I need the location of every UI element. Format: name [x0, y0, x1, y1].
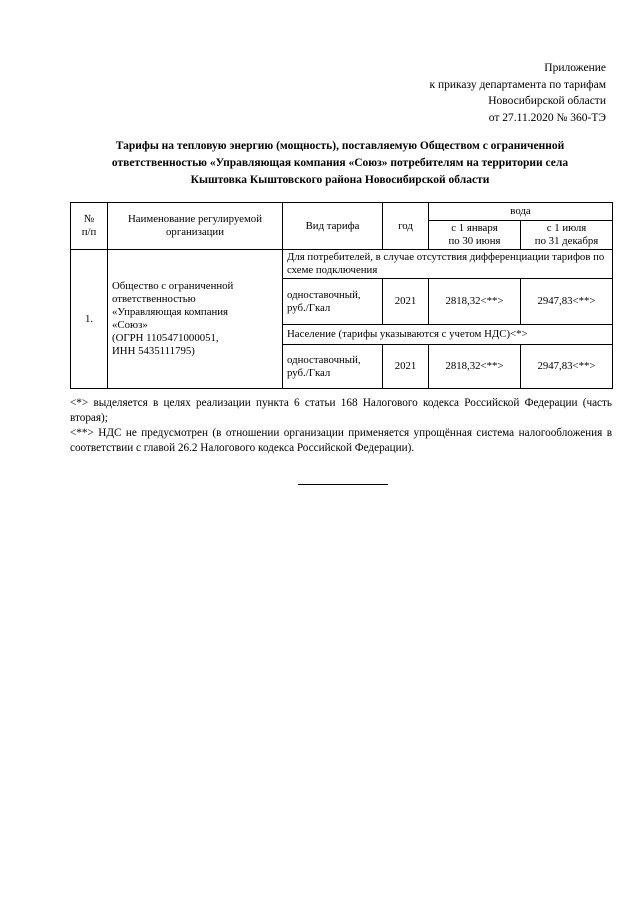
document-title [70, 138, 610, 189]
year-cell: 2021 [383, 345, 429, 389]
header-period-1: с 1 января по 30 июня [429, 221, 521, 250]
footnotes [70, 396, 612, 456]
tariff-value-period-1: 2818,32<**> [429, 345, 521, 389]
header-water: вода [429, 203, 613, 221]
appendix-region: Новосибирской области [488, 95, 606, 107]
appendix-order-ref: к приказу департамента по тарифам [429, 78, 606, 91]
appendix-date-number: от 27.11.2020 № 360-ТЭ [488, 111, 606, 124]
footnote-vat-included: <*> выделяется в целях реализации пункта 6 статьи 168 Налогового кодекса Российской Федерации (часть вторая); [70, 397, 612, 424]
year-cell: 2021 [383, 279, 429, 325]
consumer-group-label: Для потребителей, в случае отсутствия дифференциации тарифов по схеме подключения [283, 250, 613, 279]
title-line: Тарифы на тепловую энергию (мощность), поставляемую Обществом с ограниченной [115, 140, 565, 152]
title-line: ответственностью «Управляющая компания «Союз» потребителям на территории села [111, 157, 569, 169]
end-divider [298, 484, 388, 485]
footnote-vat-not-applied: <**> НДС не предусмотрен (в отношении организации применяется упрощённая система налогообложения в соответствии с главой 26.2 Налогового кодекса Российской Федерации). [70, 427, 612, 454]
tariff-value-period-1: 2818,32<**> [429, 279, 521, 325]
header-year: год [383, 203, 429, 250]
appendix-header [429, 60, 606, 126]
title-line: Кыштовка Кыштовского района Новосибирской области [190, 174, 490, 186]
tariff-type-cell: одноставочный, руб./Гкал [283, 345, 383, 389]
tariff-table [70, 202, 613, 389]
header-number: № п/п [71, 203, 108, 250]
tariff-value-period-2: 2947,83<**> [521, 279, 613, 325]
organization-name: Общество с ограниченной ответственностью «Управляющая компания «Союз» (ОГРН 1105471000051, ИНН 5435111795) [108, 250, 283, 389]
tariff-value-period-2: 2947,83<**> [521, 345, 613, 389]
header-organization: Наименование регулируемой организации [108, 203, 283, 250]
appendix-title: Приложение [544, 62, 606, 74]
tariff-type-cell: одноставочный, руб./Гкал [283, 279, 383, 325]
header-period-2: с 1 июля по 31 декабря [521, 221, 613, 250]
row-number: 1. [71, 250, 108, 389]
consumer-group-label: Население (тарифы указываются с учетом НДС)<*> [283, 325, 613, 345]
header-tariff-type: Вид тарифа [283, 203, 383, 250]
